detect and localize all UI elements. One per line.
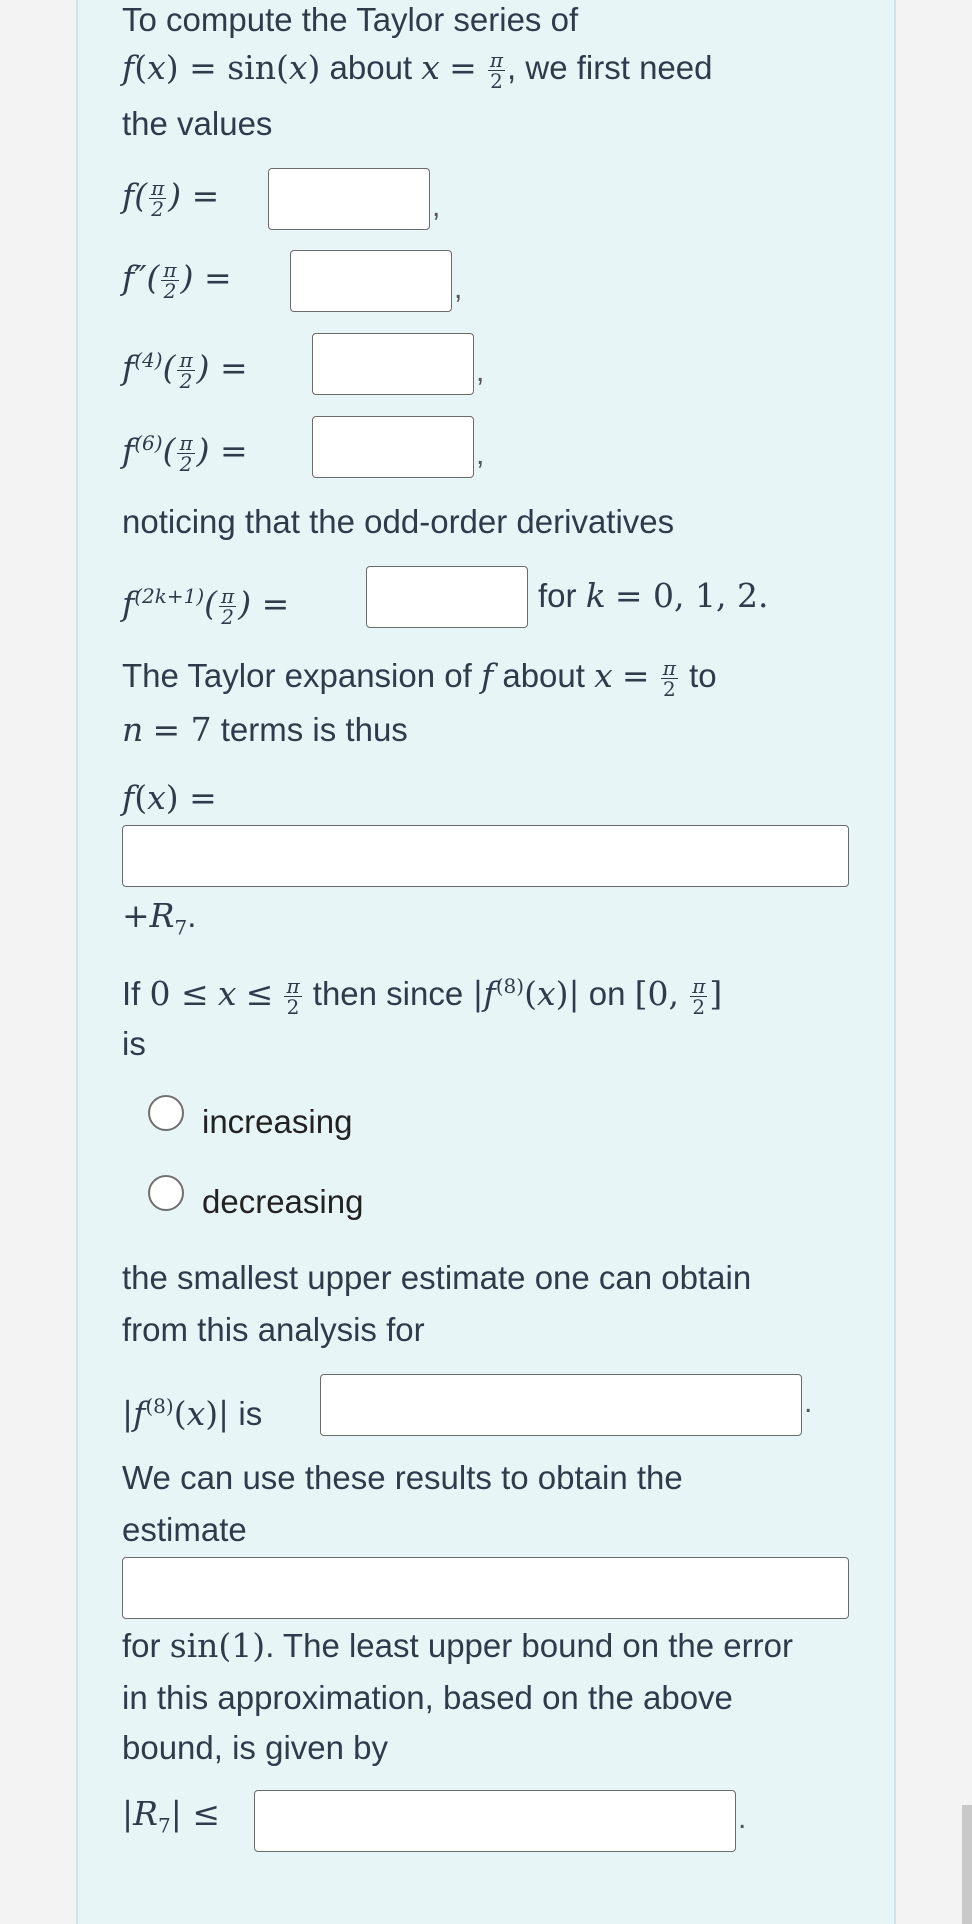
input-error-bound[interactable] <box>254 1790 736 1852</box>
expansion-line-2: n = 7 terms is thus <box>122 710 408 749</box>
input-f2-pi2[interactable] <box>290 250 452 312</box>
intro-line-1: To compute the Taylor series of <box>122 1 579 38</box>
fx-label: f(x) = <box>122 778 217 817</box>
r7-label: $|R_7|$ ≤ <box>122 1794 220 1838</box>
input-f6-pi2[interactable] <box>312 416 474 478</box>
label-decreasing: decreasing <box>202 1183 364 1220</box>
input-sin1-estimate[interactable] <box>122 1557 849 1619</box>
use-line-2: estimate <box>122 1511 247 1548</box>
input-f4-pi2[interactable] <box>312 333 474 395</box>
intro-line-2: f(x) = sin(x) about x = $\frac{\pi}{2}$ , we first need <box>122 47 713 93</box>
scrollbar[interactable] <box>962 1805 972 1924</box>
estimate-line-1: the smallest upper estimate one can obtain <box>122 1259 752 1296</box>
remainder-label: $+R_7$. <box>122 896 197 940</box>
sin1-line: for sin(1). The least upper bound on the error <box>122 1626 793 1665</box>
radio-decreasing[interactable] <box>148 1175 184 1211</box>
radio-increasing[interactable] <box>148 1095 184 1131</box>
input-f8-bound[interactable] <box>320 1374 802 1436</box>
label-f2-pi2: f″( $\frac{\pi}{2}$ ) = <box>122 257 232 303</box>
label-f6-pi2: $f^{(6)}$( $\frac{\pi}{2}$ ) = <box>122 430 248 476</box>
error-line-3: bound, is given by <box>122 1729 389 1766</box>
label-increasing: increasing <box>202 1103 353 1140</box>
odd-text: noticing that the odd-order derivatives <box>122 503 675 540</box>
intro-line-3: the values <box>122 105 273 142</box>
estimate-line-2: from this analysis for <box>122 1311 425 1348</box>
monotone-line: If 0 ≤ x ≤ $\frac{\pi}{2}$ then since $|f^{(8)}(x)|$ on [0, $\frac{\pi}{2}$ ] <box>122 973 723 1019</box>
expansion-line-1: The Taylor expansion of f about x = $\frac{\pi}{2}$ to <box>122 655 717 701</box>
input-odd-deriv[interactable] <box>366 566 528 628</box>
use-line-1: We can use these results to obtain the <box>122 1459 683 1496</box>
label-f4-pi2: $f^{(4)}$( $\frac{\pi}{2}$ ) = <box>122 347 248 393</box>
for-k-text: for k = 0, 1, 2. <box>538 576 769 615</box>
input-taylor-expansion[interactable] <box>122 825 849 887</box>
monotone-is: is <box>122 1025 146 1062</box>
f8-label: $|f^{(8)}(x)|$ is <box>122 1394 263 1433</box>
error-line-2: in this approximation, based on the above <box>122 1679 733 1716</box>
label-f-pi2: f( $\frac{\pi}{2}$ ) = <box>122 175 220 221</box>
input-f-pi2[interactable] <box>268 168 430 230</box>
label-odd-deriv: $f^{(2k+1)}$( $\frac{\pi}{2}$ ) = <box>122 583 290 629</box>
